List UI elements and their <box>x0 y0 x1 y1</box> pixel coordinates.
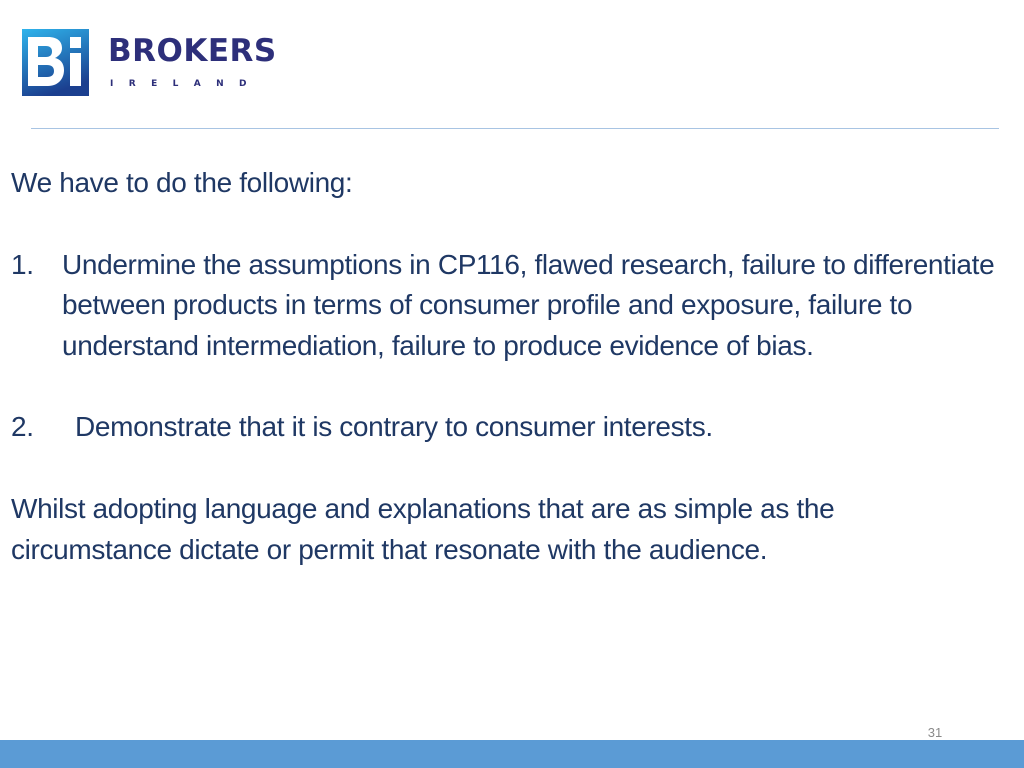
logo-wordmark: BROKERS <box>108 33 277 69</box>
list-item-text: Undermine the assumptions in CP116, flawed research, failure to differentiate between products in terms of consumer profile and exposure, failure to understand intermediation, failure to produce evidence of bias. <box>62 248 995 361</box>
list-item <box>11 245 1001 367</box>
page-number: 31 <box>927 725 943 740</box>
list-item-text: Demonstrate that it is contrary to consumer interests. <box>75 411 713 443</box>
list-item <box>11 407 1001 448</box>
brokers-ireland-logo <box>22 29 302 99</box>
header-divider <box>31 128 999 129</box>
closing-text: Whilst adopting language and explanations that are as simple as the circumstance dictate or permit that resonate with the audience. <box>11 492 835 565</box>
list-item-number: 2. <box>11 411 34 443</box>
slide-body <box>11 163 1001 570</box>
footer-bar <box>0 740 1024 768</box>
spacer <box>11 366 1001 407</box>
logo-subtitle: IRELAND <box>110 79 262 89</box>
spacer <box>11 204 1001 245</box>
intro-text: We have to do the following: <box>11 167 353 198</box>
list-item-number: 1. <box>11 248 34 280</box>
bi-logo-mark <box>22 29 89 96</box>
spacer <box>11 448 1001 489</box>
